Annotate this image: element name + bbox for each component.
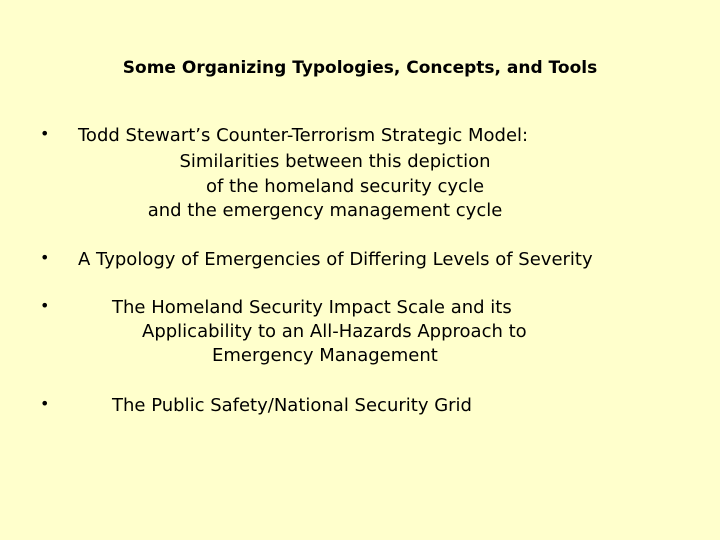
bullet-icon: •: [40, 296, 50, 315]
list-item-1-line-3: of the homeland security cycle: [205, 176, 485, 197]
bullet-icon: •: [40, 394, 50, 413]
bullet-icon: •: [40, 124, 50, 143]
list-item-4-line-1: The Public Safety/National Security Grid: [112, 395, 472, 416]
list-item-3-line-1: The Homeland Security Impact Scale and its: [112, 297, 512, 318]
list-item-1-line-2: Similarities between this depiction: [179, 151, 491, 172]
list-item-3-line-2: Applicability to an All-Hazards Approach to: [142, 321, 527, 342]
list-item-1-line-4: and the emergency management cycle: [147, 200, 503, 221]
list-item-3-line-3: Emergency Management: [212, 345, 438, 366]
list-item-1-line-1: Todd Stewart’s Counter-Terrorism Strategic Model:: [78, 125, 529, 146]
list-item-2-line-1: A Typology of Emergencies of Differing Levels of Severity: [78, 249, 593, 270]
bullet-icon: •: [40, 248, 50, 267]
slide-title: Some Organizing Typologies, Concepts, and Tools: [122, 58, 598, 78]
